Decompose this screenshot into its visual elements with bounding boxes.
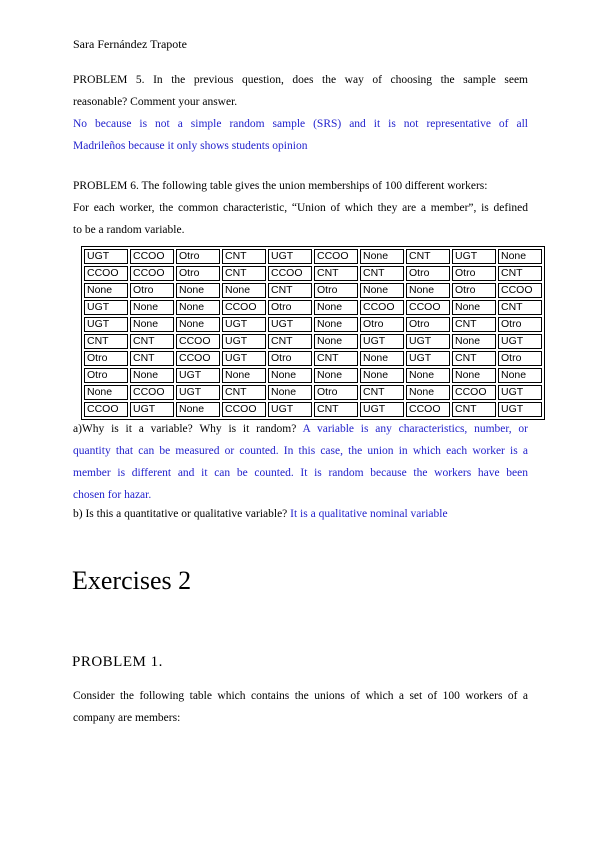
table-cell: CCOO [222,300,266,315]
table-row [84,317,542,332]
table-cell: CCOO [360,300,404,315]
table-row [84,249,542,264]
part-b-line [73,503,528,525]
table-cell: None [176,300,220,315]
table-cell: Otro [268,300,312,315]
table-cell: Otro [130,283,174,298]
table-cell: CNT [452,402,496,417]
table-cell: CNT [452,351,496,366]
table-cell: None [314,300,358,315]
table-row [84,266,542,281]
table-cell: Otro [452,283,496,298]
table-cell: CNT [498,266,542,281]
table-cell: Otro [314,385,358,400]
table-cell: None [498,368,542,383]
problem5-question-line: reasonable? Comment your answer. [73,96,238,108]
table-cell: CCOO [84,266,128,281]
table-cell: UGT [268,402,312,417]
problem5-question-line: PROBLEM 5. In the previous question, does the way of choosing the sample seem [73,74,528,86]
table-cell: None [314,317,358,332]
union-membership-table [81,246,545,420]
problem5-answer-line: Madrileños because it only shows students opinion [73,140,308,152]
table-cell: None [268,368,312,383]
table-cell: None [222,283,266,298]
table-cell: UGT [222,351,266,366]
table-cell: CCOO [406,402,450,417]
table-row [84,351,542,366]
exercises-heading: Exercises 2 [72,566,192,595]
table-cell: UGT [268,317,312,332]
table-cell: CNT [452,317,496,332]
table-cell: Otro [84,368,128,383]
table-cell: UGT [452,249,496,264]
table-cell: UGT [130,402,174,417]
table-cell: UGT [84,249,128,264]
table-cell: UGT [498,402,542,417]
table-cell: Otro [268,351,312,366]
table-cell: UGT [406,334,450,349]
table-cell: Otro [360,317,404,332]
table-cell: CNT [498,300,542,315]
table-cell: CNT [268,334,312,349]
part-b-question: b) Is this a quantitative or qualitative variable? [73,508,288,520]
part-a-line [73,418,528,440]
problem6-intro-line: For each worker, the common characteristic, “Union of which they are a member”, is defined [73,202,528,214]
table-cell: Otro [176,266,220,281]
table-cell: CCOO [130,266,174,281]
table-cell: None [130,300,174,315]
table-cell: Otro [314,283,358,298]
table-cell: Otro [84,351,128,366]
table-row [84,402,542,417]
table-cell: CNT [222,385,266,400]
table-cell: CNT [360,385,404,400]
problem6-intro-line: to be a random variable. [73,224,185,236]
table-cell: None [176,283,220,298]
table-cell: Otro [498,317,542,332]
part-b-answer: It is a qualitative nominal variable [290,508,448,520]
table-cell: CCOO [130,385,174,400]
table-cell: CCOO [406,300,450,315]
table-cell: CNT [222,266,266,281]
problem1-text [73,685,528,729]
table-cell: CNT [130,351,174,366]
table-cell: None [452,334,496,349]
table-cell: UGT [498,385,542,400]
problem6-intro-line: PROBLEM 6. The following table gives the union memberships of 100 different workers: [73,180,488,192]
table-cell: CNT [314,266,358,281]
table-cell: CNT [84,334,128,349]
table-cell: CCOO [130,249,174,264]
problem6-part-a [73,418,528,506]
part-a-answer-line: member is different and it can be counted. It is random because the workers have been [73,467,528,479]
part-a-question: a)Why is it a variable? Why is it random? [73,423,297,435]
table-cell: None [452,368,496,383]
table-cell: None [130,368,174,383]
union-table [81,246,545,420]
table-cell: None [360,351,404,366]
table-cell: Otro [498,351,542,366]
table-row [84,385,542,400]
table-cell: UGT [498,334,542,349]
table-cell: CNT [130,334,174,349]
table-cell: UGT [360,334,404,349]
table-cell: Otro [406,317,450,332]
table-row [84,334,542,349]
table-cell: CCOO [176,351,220,366]
table-cell: None [314,368,358,383]
table-row [84,300,542,315]
table-cell: CNT [406,249,450,264]
problem1-line: Consider the following table which contains the unions of which a set of 100 workers of a [73,690,528,702]
table-cell: UGT [222,334,266,349]
table-cell: Otro [406,266,450,281]
table-cell: None [406,368,450,383]
part-a-answer-line: quantity that can be measured or counted. In this case, the union in which each worker is a [73,445,528,457]
table-cell: None [84,385,128,400]
problem5-answer-line: No because is not a simple random sample (SRS) and it is not representative of all [73,118,528,130]
table-cell: CCOO [314,249,358,264]
table-cell: CCOO [268,266,312,281]
problem1-line: company are members: [73,712,181,724]
table-cell: None [452,300,496,315]
table-cell: UGT [222,317,266,332]
table-cell: UGT [360,402,404,417]
table-cell: None [176,317,220,332]
table-cell: CCOO [176,334,220,349]
table-row [84,283,542,298]
table-cell: None [406,385,450,400]
problem5-question [73,69,528,113]
table-cell: None [360,368,404,383]
table-cell: UGT [268,249,312,264]
table-cell: None [176,402,220,417]
table-cell: None [360,249,404,264]
table-cell: UGT [176,385,220,400]
part-a-answer-line: chosen for hazar. [73,489,152,501]
table-row [84,368,542,383]
table-cell: None [498,249,542,264]
table-cell: None [360,283,404,298]
table-cell: CNT [222,249,266,264]
table-cell: CCOO [84,402,128,417]
problem6-part-b [73,503,528,525]
problem1-heading: PROBLEM 1. [72,654,163,670]
problem6-intro [73,175,528,241]
table-cell: None [130,317,174,332]
table-cell: CNT [314,402,358,417]
table-cell: CCOO [222,402,266,417]
table-cell: None [222,368,266,383]
table-cell: UGT [176,368,220,383]
table-cell: UGT [84,317,128,332]
table-cell: None [406,283,450,298]
table-cell: CCOO [452,385,496,400]
table-cell: Otro [452,266,496,281]
problem5-answer [73,113,528,157]
table-cell: UGT [406,351,450,366]
table-cell: CCOO [498,283,542,298]
table-cell: UGT [84,300,128,315]
table-cell: CNT [268,283,312,298]
table-cell: CNT [360,266,404,281]
table-cell: CNT [314,351,358,366]
table-cell: None [314,334,358,349]
table-cell: Otro [176,249,220,264]
author-name: Sara Fernández Trapote [73,37,187,51]
table-cell: None [268,385,312,400]
part-a-answer-start: A variable is any characteristics, number, or [302,423,528,435]
table-cell: None [84,283,128,298]
